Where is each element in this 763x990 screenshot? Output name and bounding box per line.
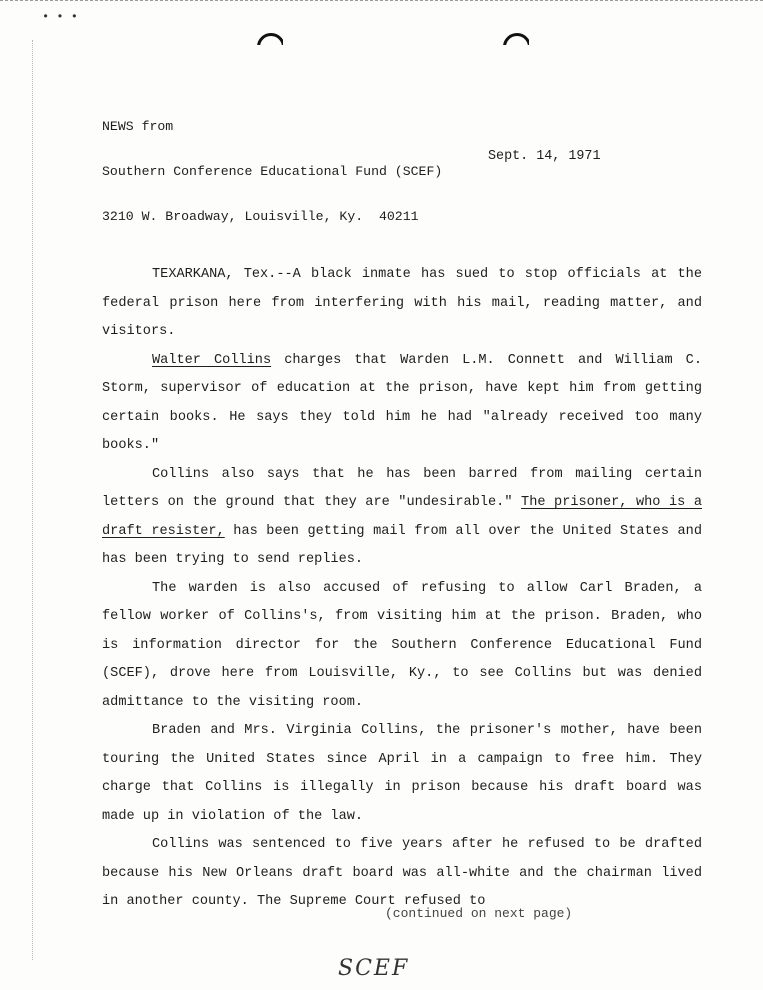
paragraph-3-start: Collins also says that he has been barred from mailing certain letters on the ground that they are "undesirable." bbox=[102, 466, 702, 510]
paragraph-5: Braden and Mrs. Virginia Collins, the prisoner's mother, have been touring the United States since April in a campaign to free him. They charge that Collins is illegally in prison because his draft board was made up in violation of the law. bbox=[102, 723, 702, 824]
paragraph-3 bbox=[102, 461, 702, 575]
paragraph-6: Collins was sentenced to five years after he refused to be drafted because his New Orleans draft board was all-white and the chairman lived in another county. The Supreme Court refused to bbox=[102, 837, 702, 909]
paragraph-2 bbox=[102, 347, 702, 461]
punch-hole-right bbox=[503, 33, 529, 45]
handwritten-annotation: SCEF bbox=[338, 956, 410, 981]
release-date: Sept. 14, 1971 bbox=[488, 149, 601, 164]
header-address: 3210 W. Broadway, Louisville, Ky. 40211 bbox=[102, 209, 419, 224]
header-line-1: NEWS from bbox=[102, 119, 174, 134]
paragraph-1: TEXARKANA, Tex.--A black inmate has sued to stop officials at the federal prison here from interfering with his mail, reading matter, and visitors. bbox=[102, 267, 702, 339]
press-release-header bbox=[102, 89, 442, 254]
paragraph-3-end: has been getting mail from all over the United States and has been trying to send replies. bbox=[102, 523, 703, 567]
underlined-name: Walter Collins bbox=[152, 352, 272, 368]
paragraph-4: The warden is also accused of refusing to allow Carl Braden, a fellow worker of Collins's, from visiting him at the prison. Braden, who is information director for the Southern Conference Educational Fund (SCEF), drove here from Louisville, Ky., to see Collins but was denied admittance to the visiting room. bbox=[102, 580, 702, 710]
underlined-phrase: The prisoner, who is a draft resister, bbox=[102, 495, 702, 539]
punch-hole-left bbox=[257, 33, 283, 45]
continued-note: (continued on next page) bbox=[385, 906, 573, 921]
paragraph-2-text: charges that Warden L.M. Connett and William C. Storm, supervisor of education at the prison, have kept him from getting certain books. He says they told him he had "already received too many books." bbox=[102, 352, 702, 453]
page-left-edge bbox=[32, 40, 33, 960]
page-top-edge bbox=[0, 0, 763, 1]
header-line-2: Southern Conference Educational Fund (SCEF) bbox=[102, 164, 443, 179]
article-body bbox=[102, 261, 702, 917]
margin-marks: • • • bbox=[42, 10, 79, 24]
